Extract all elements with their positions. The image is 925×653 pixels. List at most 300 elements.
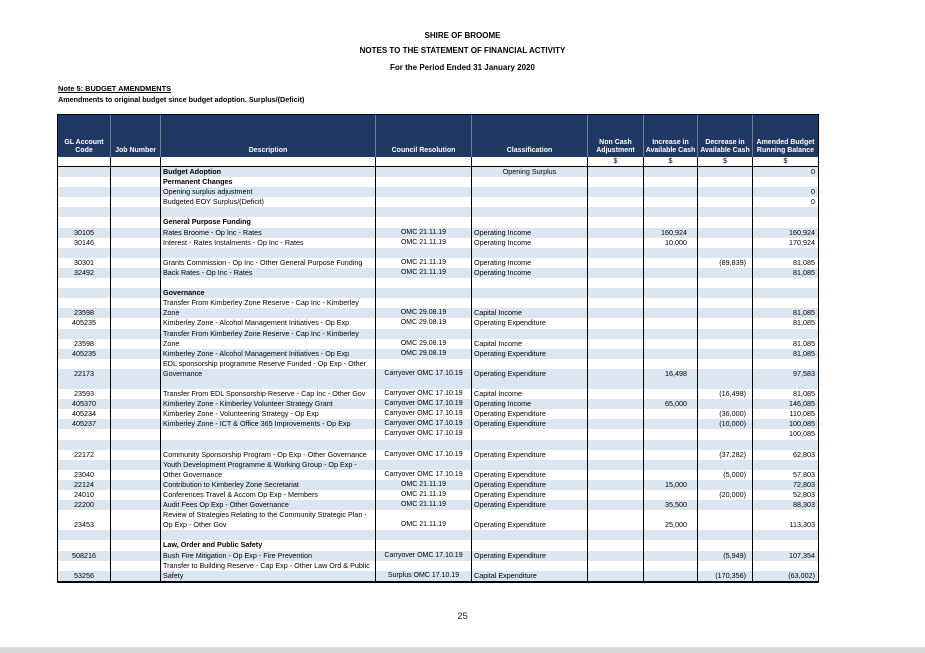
cell-job — [111, 167, 161, 177]
cell-nc — [588, 339, 644, 349]
cell-inc — [644, 167, 698, 177]
cell-job — [111, 429, 161, 439]
cell-res: OMC 21.11.19 — [376, 490, 472, 500]
cell-code: 22124 — [58, 480, 111, 490]
cell-job — [111, 298, 161, 308]
cell-code: 405237 — [58, 419, 111, 429]
table-row — [58, 450, 818, 460]
table-row — [58, 399, 818, 409]
note-heading: Note 5: BUDGET AMENDMENTS — [58, 84, 172, 93]
cell-code — [58, 359, 111, 369]
column-header-desc: Description — [161, 115, 376, 157]
cell-bal: 100,085 — [789, 429, 815, 439]
cell-inc: 10,000 — [644, 238, 698, 248]
cell-code: 30105 — [58, 228, 111, 238]
cell-dec — [698, 167, 753, 177]
cell-code: 24010 — [58, 490, 111, 500]
cell-res: OMC 21.11.19 — [376, 500, 472, 510]
table-row — [58, 530, 818, 540]
cell-dec — [698, 520, 753, 530]
cell-job — [111, 470, 161, 480]
table-row — [58, 419, 818, 429]
cell-res: OMC 21.11.19 — [376, 228, 472, 238]
cell-cls: Capital Income — [472, 308, 588, 318]
cell-job — [111, 278, 161, 288]
cell-cls: Operating Expenditure — [472, 318, 588, 328]
cell-nc — [588, 238, 644, 248]
cell-code: 508216 — [58, 551, 111, 561]
cell-inc — [644, 450, 698, 460]
cell-job — [111, 399, 161, 409]
cell-bal: 81,085 — [793, 257, 815, 267]
cell-dec — [698, 278, 753, 288]
cell-cls — [472, 329, 588, 339]
cell-cls — [472, 197, 588, 207]
cell-code — [58, 157, 111, 166]
cell-desc: Opening surplus adjustment — [161, 187, 376, 197]
cell-cls: Capital Income — [472, 389, 588, 399]
table-row — [58, 339, 818, 349]
cell-dec — [698, 238, 753, 248]
cell-desc: Transfer From Kimberley Zone Reserve - Cap Inc - Kimberley — [161, 298, 376, 308]
currency-symbol-row — [58, 157, 818, 167]
cell-bal: 81,085 — [793, 348, 815, 358]
report-period: For the Period Ended 31 January 2020 — [390, 63, 535, 72]
cell-desc: Other Governance — [161, 470, 376, 480]
cell-inc — [644, 460, 698, 470]
cell-dec: (89,839) — [698, 258, 753, 268]
cell-cls: Operating Income — [472, 258, 588, 268]
cell-code: 23453 — [58, 520, 111, 530]
cell-cls: Opening Surplus — [472, 167, 588, 177]
cell-nc — [588, 510, 644, 520]
cell-nc — [588, 571, 644, 581]
cell-dec — [698, 207, 753, 217]
cell-code — [58, 530, 111, 540]
cell-dec — [698, 217, 753, 227]
cell-dec: (5,949) — [698, 551, 753, 561]
cell-job — [111, 308, 161, 318]
cell-job — [111, 238, 161, 248]
cell-cls: Operating Expenditure — [472, 520, 588, 530]
cell-cls: Operating Expenditure — [472, 500, 588, 510]
cell-job — [111, 268, 161, 278]
cell-desc: Zone — [161, 339, 376, 349]
cell-desc: Audit Fees Op Exp - Other Governance — [161, 500, 376, 510]
cell-dec — [698, 248, 753, 258]
cell-inc — [644, 288, 698, 298]
cell-inc — [644, 329, 698, 339]
cell-bal: 0 — [811, 167, 815, 176]
cell-cls — [472, 460, 588, 470]
cell-res: OMC 29.08.19 — [376, 318, 472, 328]
table-row — [58, 510, 818, 520]
cell-job — [111, 480, 161, 490]
cell-inc — [644, 429, 698, 439]
cell-nc — [588, 540, 644, 550]
cell-dec: $ — [698, 157, 753, 166]
cell-dec — [698, 177, 753, 187]
cell-bal — [753, 288, 818, 298]
cell-cls — [472, 217, 588, 227]
cell-code — [58, 207, 111, 217]
table-row — [58, 177, 818, 187]
cell-nc — [588, 419, 644, 429]
cell-cls: Operating Income — [472, 268, 588, 278]
cell-bal — [753, 510, 818, 520]
table-row — [58, 278, 818, 288]
cell-cls — [472, 359, 588, 369]
cell-nc — [588, 520, 644, 530]
cell-nc — [588, 490, 644, 500]
cell-desc: Rates Broome - Op Inc - Rates — [161, 228, 376, 238]
cell-job — [111, 177, 161, 187]
cell-job — [111, 520, 161, 530]
cell-nc — [588, 349, 644, 359]
cell-dec — [698, 339, 753, 349]
cell-nc — [588, 551, 644, 561]
cell-nc — [588, 379, 644, 389]
table-row — [58, 167, 818, 177]
cell-bal — [753, 298, 818, 308]
table-row — [58, 409, 818, 419]
cell-bal: 170,924 — [789, 237, 815, 247]
page-number: 25 — [457, 611, 468, 622]
report-org-title: SHIRE OF BROOME — [424, 31, 501, 40]
cell-bal: $ — [783, 157, 788, 165]
table-row — [58, 470, 818, 480]
cell-dec — [698, 228, 753, 238]
cell-code — [58, 177, 111, 187]
table-row — [58, 248, 818, 258]
cell-desc: Kimberley Zone - ICT & Office 365 Improvements - Op Exp — [161, 419, 376, 429]
cell-cls — [472, 298, 588, 308]
cell-res: OMC 21.11.19 — [376, 268, 472, 278]
cell-bal — [753, 440, 818, 450]
cell-cls — [472, 248, 588, 258]
table-header-row — [58, 115, 818, 157]
cell-bal: 160,924 — [789, 227, 815, 237]
cell-dec — [698, 399, 753, 409]
cell-bal: 0 — [811, 187, 815, 197]
page-bottom-strip — [0, 647, 925, 653]
table-row — [58, 207, 818, 217]
cell-inc — [644, 389, 698, 399]
cell-desc: Safety — [161, 571, 376, 581]
cell-bal: 0 — [811, 197, 815, 207]
table-row — [58, 217, 818, 227]
cell-inc — [644, 530, 698, 540]
cell-dec — [698, 561, 753, 571]
cell-cls — [472, 510, 588, 520]
cell-inc — [644, 258, 698, 268]
cell-inc: 160,924 — [644, 228, 698, 238]
column-header-bal: Amended Budget Running Balance — [756, 139, 815, 154]
table-row — [58, 359, 818, 369]
table-row — [58, 197, 818, 207]
cell-inc — [644, 177, 698, 187]
cell-res: OMC 21.11.19 — [376, 258, 472, 268]
cell-bal: 100,085 — [789, 419, 815, 429]
cell-cls: Operating Expenditure — [472, 490, 588, 500]
cell-res: OMC 21.11.19 — [376, 480, 472, 490]
budget-amendments-table — [57, 114, 819, 583]
table-row — [58, 308, 818, 318]
cell-desc: General Purpose Funding — [161, 217, 376, 227]
cell-res — [376, 288, 472, 298]
cell-job — [111, 540, 161, 550]
cell-bal: 81,085 — [793, 308, 815, 318]
column-header-job: Job Number — [111, 115, 161, 157]
cell-desc: Budget Adoption — [161, 167, 376, 177]
cell-inc — [644, 379, 698, 389]
cell-cls: Operating Income — [472, 238, 588, 248]
cell-nc — [588, 207, 644, 217]
cell-job — [111, 571, 161, 581]
cell-desc: Youth Development Programme & Working Group - Op Exp - — [161, 460, 376, 470]
cell-res — [376, 359, 472, 369]
cell-res: OMC 29.08.19 — [376, 339, 472, 349]
cell-job — [111, 318, 161, 328]
cell-cls: Operating Expenditure — [472, 409, 588, 419]
cell-inc — [644, 571, 698, 581]
cell-cls — [472, 561, 588, 571]
cell-bal — [753, 177, 818, 187]
cell-bal — [753, 329, 818, 339]
column-header-code: GL Account Code — [58, 115, 111, 157]
cell-res — [376, 379, 472, 389]
cell-inc — [644, 318, 698, 328]
cell-dec — [698, 500, 753, 510]
table-row — [58, 571, 818, 581]
cell-code: 22200 — [58, 500, 111, 510]
cell-bal: 62,803 — [793, 449, 815, 459]
cell-nc — [588, 167, 644, 177]
cell-nc — [588, 197, 644, 207]
cell-cls — [472, 207, 588, 217]
cell-cls: Operating Expenditure — [472, 419, 588, 429]
cell-desc: Interest - Rates Instalments - Op Inc - Rates — [161, 238, 376, 248]
cell-nc — [588, 187, 644, 197]
cell-res — [376, 217, 472, 227]
cell-dec — [698, 379, 753, 389]
cell-nc — [588, 228, 644, 238]
cell-bal — [753, 359, 818, 369]
cell-res — [376, 187, 472, 197]
cell-code: 405370 — [58, 399, 111, 409]
cell-bal: 97,583 — [793, 368, 815, 378]
cell-inc — [644, 561, 698, 571]
cell-bal: 113,303 — [789, 520, 815, 530]
cell-nc — [588, 308, 644, 318]
cell-desc — [161, 379, 376, 389]
cell-nc: $ — [588, 157, 644, 166]
cell-cls — [472, 177, 588, 187]
cell-cls — [472, 440, 588, 450]
cell-desc — [161, 429, 376, 439]
cell-dec — [698, 510, 753, 520]
cell-code — [58, 197, 111, 207]
cell-code: 405235 — [58, 349, 111, 359]
cell-nc — [588, 278, 644, 288]
cell-res — [376, 248, 472, 258]
cell-desc: Review of Strategies Relating to the Community Strategic Plan - — [161, 510, 376, 520]
table-row — [58, 318, 818, 328]
cell-code: 30301 — [58, 258, 111, 268]
table-body — [58, 157, 818, 581]
table-row — [58, 228, 818, 238]
cell-res: Carryover OMC 17.10.19 — [376, 551, 472, 561]
cell-job — [111, 551, 161, 561]
cell-bal — [753, 379, 818, 389]
cell-job — [111, 248, 161, 258]
cell-bal: 52,803 — [793, 490, 815, 499]
cell-dec — [698, 298, 753, 308]
cell-inc — [644, 349, 698, 359]
cell-dec — [698, 308, 753, 318]
cell-res — [376, 298, 472, 308]
cell-cls: Operating Expenditure — [472, 349, 588, 359]
cell-nc — [588, 460, 644, 470]
cell-code: 53256 — [58, 571, 111, 581]
cell-res — [376, 167, 472, 177]
table-row — [58, 258, 818, 268]
cell-desc: EDL sponsorship programme Reserve Funded - Op Exp - Other — [161, 359, 376, 369]
cell-desc: Kimberley Zone - Alcohol Management Initiatives - Op Exp — [161, 318, 376, 328]
cell-inc — [644, 298, 698, 308]
cell-desc: Transfer to Building Reserve - Cap Exp - Other Law Ord & Public — [161, 561, 376, 571]
cell-code: 23598 — [58, 308, 111, 318]
cell-code — [58, 248, 111, 258]
cell-code: 23598 — [58, 339, 111, 349]
cell-job — [111, 187, 161, 197]
cell-code — [58, 429, 111, 439]
cell-dec — [698, 359, 753, 369]
cell-job — [111, 440, 161, 450]
cell-res: Carryover OMC 17.10.19 — [376, 369, 472, 379]
cell-res: Carryover OMC 17.10.19 — [376, 409, 472, 419]
table-row — [58, 238, 818, 248]
cell-code — [58, 217, 111, 227]
cell-job — [111, 369, 161, 379]
cell-code: 22173 — [58, 369, 111, 379]
cell-inc — [644, 339, 698, 349]
cell-desc: Law, Order and Public Safety — [161, 540, 376, 550]
cell-job — [111, 288, 161, 298]
cell-dec — [698, 197, 753, 207]
cell-nc — [588, 470, 644, 480]
cell-bal — [753, 207, 818, 217]
cell-res: Carryover OMC 17.10.19 — [376, 419, 472, 429]
cell-res: Carryover OMC 17.10.19 — [376, 470, 472, 480]
cell-dec: (5,000) — [698, 470, 753, 480]
cell-desc — [161, 530, 376, 540]
cell-bal — [753, 561, 818, 571]
cell-cls — [472, 187, 588, 197]
cell-dec — [698, 288, 753, 298]
cell-nc — [588, 217, 644, 227]
cell-dec — [698, 429, 753, 439]
cell-res — [376, 207, 472, 217]
cell-dec — [698, 349, 753, 359]
cell-desc: Op Exp - Other Gov — [161, 520, 376, 530]
cell-desc: Grants Commission - Op Inc - Other General Purpose Funding — [161, 258, 376, 268]
cell-desc: Governance — [161, 369, 376, 379]
cell-nc — [588, 268, 644, 278]
cell-dec: (36,000) — [698, 409, 753, 419]
cell-bal: 57,803 — [793, 469, 815, 479]
cell-nc — [588, 329, 644, 339]
cell-cls: Operating Expenditure — [472, 470, 588, 480]
cell-cls — [472, 429, 588, 439]
table-row — [58, 480, 818, 490]
cell-res: OMC 29.08.19 — [376, 349, 472, 359]
cell-cls: Operating Expenditure — [472, 480, 588, 490]
cell-nc — [588, 409, 644, 419]
table-row — [58, 440, 818, 450]
cell-cls — [472, 530, 588, 540]
cell-inc — [644, 551, 698, 561]
cell-job — [111, 349, 161, 359]
cell-res: Surplus OMC 17.10.19 — [376, 571, 472, 581]
cell-cls — [472, 379, 588, 389]
cell-inc — [644, 490, 698, 500]
cell-code — [58, 187, 111, 197]
cell-code — [58, 298, 111, 308]
cell-code — [58, 288, 111, 298]
cell-code — [58, 167, 111, 177]
cell-job — [111, 379, 161, 389]
cell-code — [58, 460, 111, 470]
cell-res — [376, 440, 472, 450]
cell-job — [111, 460, 161, 470]
cell-inc: 25,000 — [644, 520, 698, 530]
cell-bal: 146,085 — [789, 399, 815, 409]
cell-dec — [698, 530, 753, 540]
cell-job — [111, 510, 161, 520]
cell-job — [111, 339, 161, 349]
cell-bal: 81,085 — [793, 318, 815, 328]
cell-job — [111, 197, 161, 207]
cell-inc: 16,498 — [644, 369, 698, 379]
cell-desc: Kimberley Zone - Volunteering Strategy - Op Exp — [161, 409, 376, 419]
cell-cls: Operating Income — [472, 399, 588, 409]
table-row — [58, 561, 818, 571]
cell-nc — [588, 359, 644, 369]
cell-job — [111, 258, 161, 268]
cell-desc: Budgeted EOY Surplus/(Deficit) — [161, 197, 376, 207]
cell-code: 23593 — [58, 389, 111, 399]
cell-desc: Contribution to Kimberley Zone Secretariat — [161, 480, 376, 490]
cell-inc — [644, 540, 698, 550]
cell-nc — [588, 450, 644, 460]
cell-res — [376, 177, 472, 187]
cell-desc — [161, 440, 376, 450]
cell-code: 32492 — [58, 268, 111, 278]
cell-job — [111, 500, 161, 510]
table-row — [58, 429, 818, 439]
cell-desc: Kimberley Zone - Kimberley Volunteer Strategy Grant — [161, 399, 376, 409]
cell-bal: 88,303 — [793, 500, 815, 510]
cell-code: 405235 — [58, 318, 111, 328]
cell-cls: Capital Income — [472, 339, 588, 349]
table-row — [58, 460, 818, 470]
cell-res — [376, 460, 472, 470]
cell-res — [376, 278, 472, 288]
cell-inc — [644, 268, 698, 278]
cell-job — [111, 389, 161, 399]
cell-res — [376, 561, 472, 571]
